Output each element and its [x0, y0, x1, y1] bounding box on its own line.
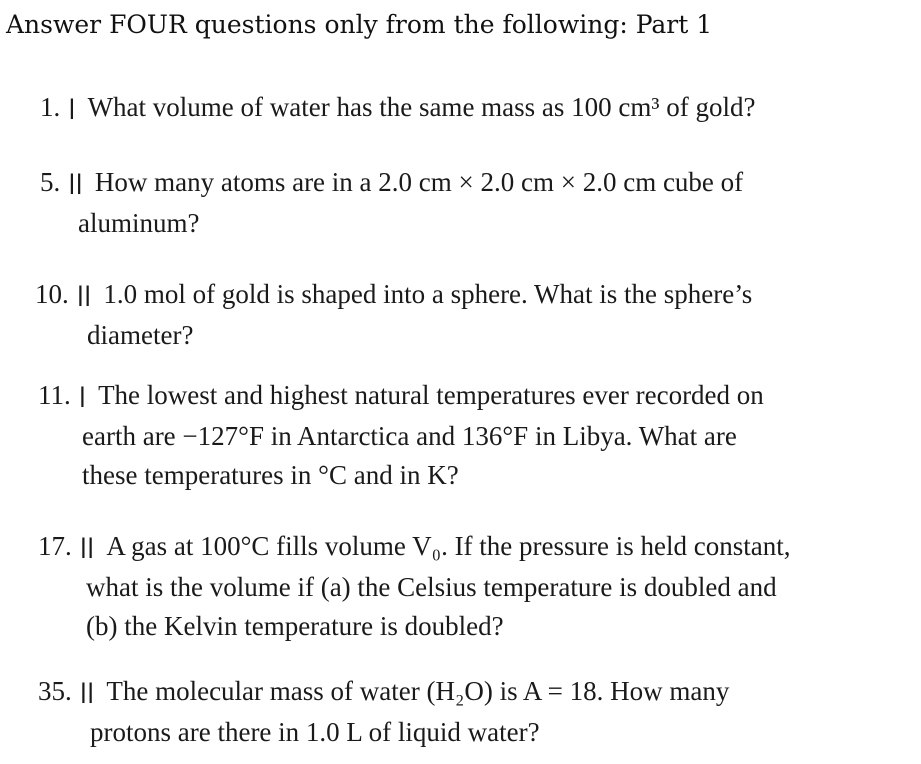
question-number: 11.	[38, 380, 71, 410]
question-11	[38, 376, 898, 495]
difficulty-marker: ||	[79, 534, 95, 558]
question-text-line: A gas at 100°C fills volume V₀. If the pressure is held constant,	[106, 531, 791, 561]
question-text-line: these temperatures in °C and in K?	[82, 460, 459, 490]
question-1	[40, 88, 890, 129]
question-text-line: aluminum?	[78, 208, 200, 238]
question-text-line: earth are −127°F in Antarctica and 136°F in Libya. What are	[82, 421, 737, 451]
question-number: 5.	[40, 167, 61, 197]
question-number: 35.	[38, 676, 72, 706]
question-35	[38, 672, 898, 752]
question-10	[35, 275, 900, 355]
difficulty-marker: |	[68, 95, 76, 119]
question-17	[38, 527, 900, 646]
difficulty-marker: ||	[68, 170, 83, 194]
question-text-line: diameter?	[87, 320, 194, 350]
page-heading: Answer FOUR questions only from the following: Part 1	[6, 10, 713, 39]
question-text-line: How many atoms are in a 2.0 cm × 2.0 cm × 2.0 cm cube of	[94, 167, 744, 197]
difficulty-marker: ||	[76, 282, 92, 306]
question-text-line: The lowest and highest natural temperatures ever recorded on	[98, 380, 764, 410]
question-5	[40, 163, 895, 243]
question-number: 17.	[38, 531, 72, 561]
question-text: What volume of water has the same mass as 100 cm³ of gold?	[87, 92, 756, 122]
question-text-line: (b) the Kelvin temperature is doubled?	[86, 611, 504, 641]
difficulty-marker: |	[78, 383, 87, 407]
question-number: 1.	[40, 92, 61, 122]
question-number: 10.	[35, 279, 69, 309]
question-text-line: what is the volume if (a) the Celsius temperature is doubled and	[86, 572, 777, 602]
question-text-line: 1.0 mol of gold is shaped into a sphere. What is the sphere’s	[103, 279, 753, 309]
question-text-line: The molecular mass of water (H₂O) is A = 18. How many	[106, 676, 730, 706]
difficulty-marker: ||	[79, 679, 95, 703]
question-text-line: protons are there in 1.0 L of liquid water?	[90, 717, 540, 747]
